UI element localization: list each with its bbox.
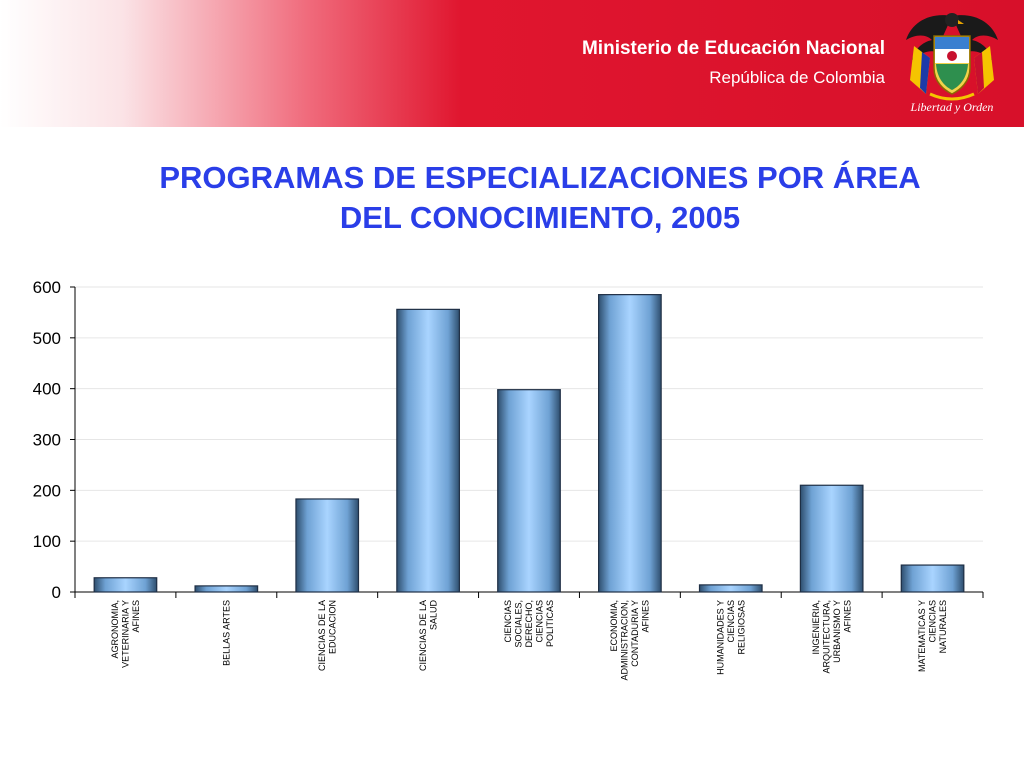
- y-tick-label: 200: [32, 481, 61, 501]
- bar: [498, 390, 561, 592]
- y-tick-labels: [33, 278, 61, 602]
- bar: [599, 295, 662, 592]
- country-name: República de Colombia: [709, 68, 885, 87]
- x-tick-labels: [110, 600, 948, 681]
- bar: [94, 578, 157, 592]
- x-tick-label: INGENIERIA,ARQUITECTURA,URBANISMO YAFINES: [810, 600, 853, 674]
- y-tick-label: 300: [32, 430, 61, 450]
- x-tick-label: CIENCIAS DE LASALUD: [417, 600, 439, 672]
- y-tick-label: 400: [32, 379, 61, 399]
- slide-title: [60, 158, 1020, 238]
- y-tick-label: 0: [51, 583, 61, 602]
- motto-text: Libertad y Orden: [910, 100, 994, 114]
- y-tick-label: 100: [32, 532, 61, 552]
- x-tick-label: CIENCIAS DE LAEDUCACION: [316, 600, 338, 672]
- header-banner: [0, 0, 1024, 127]
- bars: [94, 295, 964, 592]
- y-tick-label: 500: [32, 328, 61, 348]
- bar: [700, 585, 763, 592]
- ministry-name: Ministerio de Educación Nacional: [581, 38, 885, 59]
- x-tick-label: ECONOMIA,ADMINISTRACION,CONTADURIA YAFINES: [609, 600, 651, 681]
- bar: [296, 499, 359, 592]
- bar: [800, 485, 863, 592]
- x-tick-label: MATEMATICAS YCIENCIASNATURALES: [917, 600, 949, 673]
- x-tick-label: HUMANIDADES YCIENCIASRELIGIOSAS: [715, 600, 747, 675]
- slide-title-line2: DEL CONOCIMIENTO, 2005: [339, 200, 741, 235]
- bar: [901, 565, 964, 592]
- x-tick-label: CIENCIASSOCIALES,DERECHO,CIENCIASPOLITICAS: [503, 600, 555, 648]
- x-tick-label: BELLAS ARTES: [221, 600, 232, 666]
- slide-title-line1: PROGRAMAS DE ESPECIALIZACIONES POR ÁREA: [159, 160, 921, 195]
- y-tick-label: 600: [32, 278, 61, 297]
- bar-chart: [0, 270, 1024, 700]
- bar: [397, 309, 460, 592]
- x-tick-label: AGRONOMIA,VETERINARIA YAFINES: [109, 600, 141, 668]
- bar: [195, 586, 258, 592]
